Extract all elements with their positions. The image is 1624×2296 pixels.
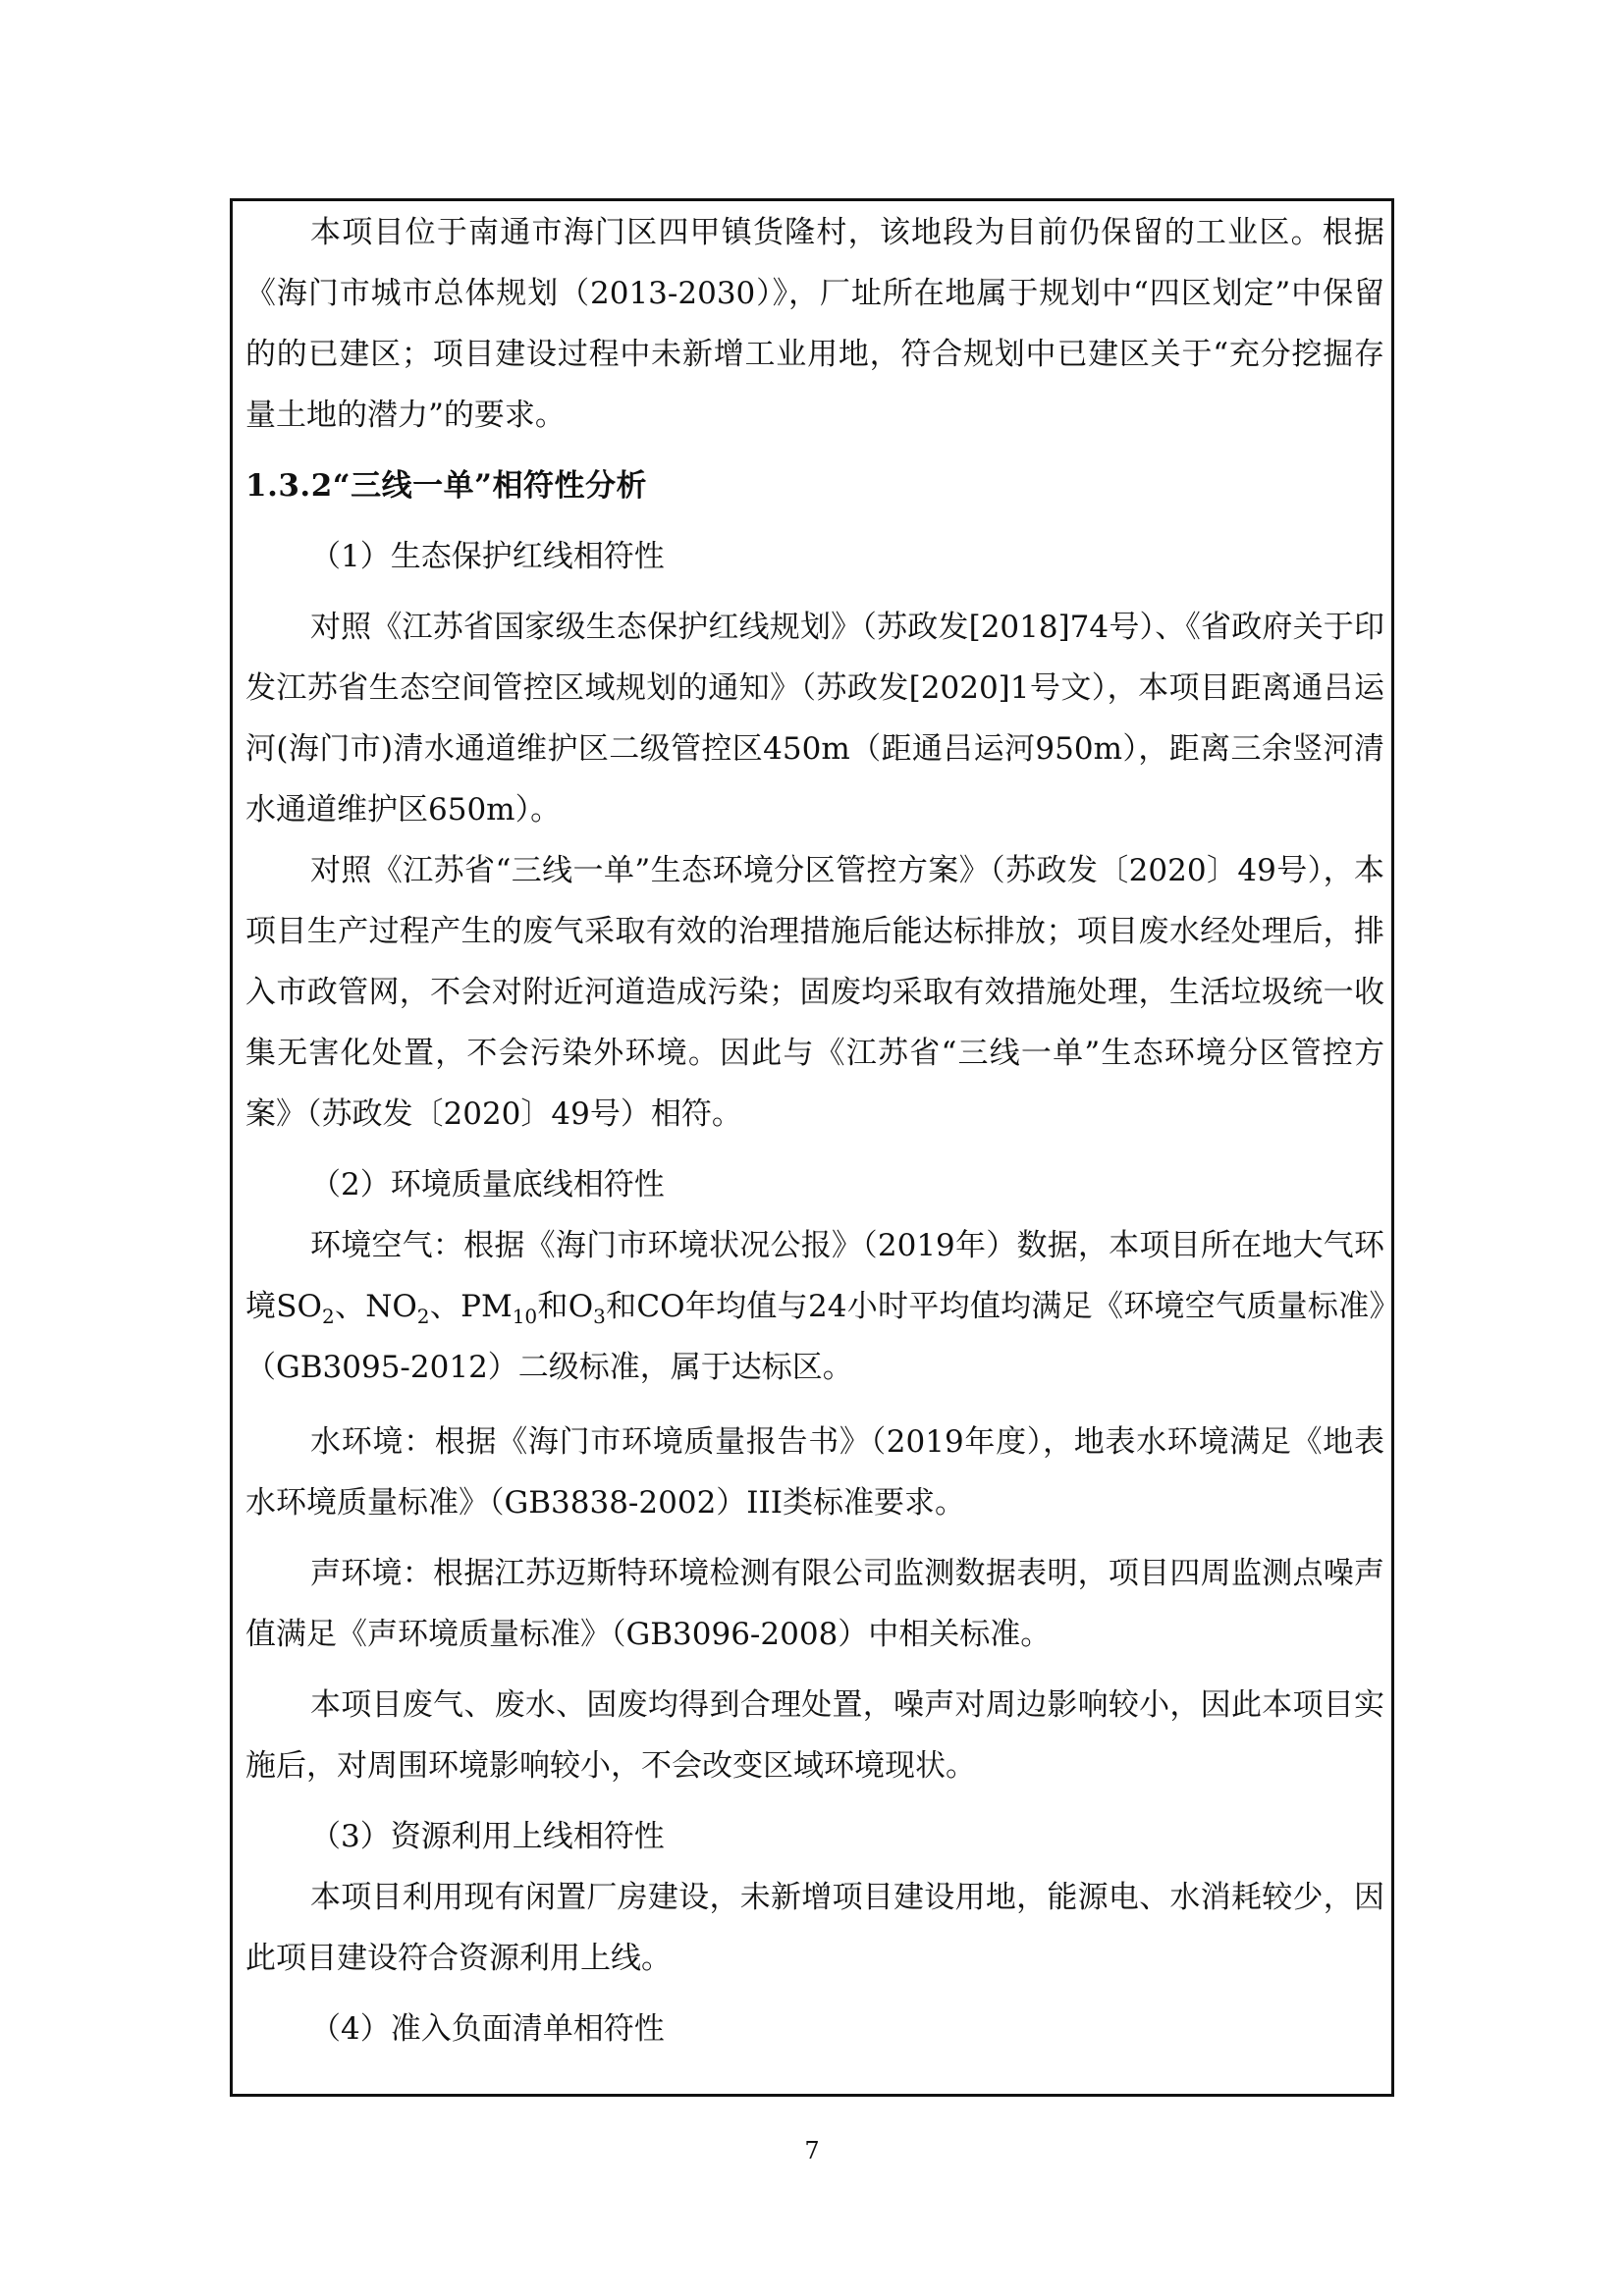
paragraph-planning: 本项目位于南通市海门区四甲镇货隆村，该地段为目前仍保留的工业区。根据《海门市城市总体规划（2013-2030）》，厂址所在地属于规划中“四区划定”中保留的的已建区；项目建设过程中未新增工业用地，符合规划中已建区关于“充分挖掘存量土地的潜力”的要求。 [245, 215, 1384, 433]
paragraph-summary: 本项目废气、废水、固废均得到合理处置，噪声对周边影响较小，因此本项目实施后，对周围环境影响较小，不会改变区域环境现状。 [245, 1687, 1384, 1784]
page-number: 7 [804, 2137, 820, 2164]
paragraph-resource-use: 本项目利用现有闲置厂房建设，未新增项目建设用地，能源电、水消耗较少，因此项目建设符合资源利用上线。 [245, 1880, 1384, 1976]
paragraph-water-environment: 水环境：根据《海门市环境质量报告书》（2019年度），地表水环境满足《地表水环境质量标准》（GB3838-2002）III类标准要求。 [245, 1424, 1384, 1521]
subheading-resource-use: （3）资源利用上线相符性 [310, 1819, 665, 1854]
paragraph-air-environment: 环境空气：根据《海门市环境状况公报》（2019年）数据，本项目所在地大气环境$SO_2$、$NO_2$、$PM_{10}$和$O_3$和CO年均值与24小时平均值均满足《环境空气质量标准》（GB3095-2012）二级标准，属于达标区。 [245, 1228, 1384, 1385]
subheading-negative-list: （4）准入负面清单相符性 [310, 2011, 665, 2047]
subheading-environment-quality: （2）环境质量底线相符性 [310, 1167, 665, 1202]
paragraph-redline-plan: 对照《江苏省国家级生态保护红线规划》（苏政发[2018]74号）、《省政府关于印发江苏省生态空间管控区域规划的通知》（苏政发[2020]1号文），本项目距离通吕运河(海门市)清水通道维护区二级管控区450m（距通吕运河950m），距离三余竖河清水通道维护区650m）。 [245, 610, 1384, 828]
section-heading-1-3-2: 1.3.2“三线一单”相符性分析 [245, 468, 647, 504]
subheading-ecological-redline: （1）生态保护红线相符性 [310, 539, 665, 574]
document-body [245, 202, 1384, 2059]
paragraph-noise-environment: 声环境：根据江苏迈斯特环境检测有限公司监测数据表明，项目四周监测点噪声值满足《声环境质量标准》（GB3096-2008）中相关标准。 [245, 1556, 1384, 1652]
paragraph-three-lines-plan: 对照《江苏省“三线一单”生态环境分区管控方案》（苏政发〔2020〕49号），本项目生产过程产生的废气采取有效的治理措施后能达标排放；项目废水经处理后，排入市政管网，不会对附近河道造成污染；固废均采取有效措施处理，生活垃圾统一收集无害化处置，不会污染外环境。因此与《江苏省“三线一单”生态环境分区管控方案》（苏政发〔2020〕49号）相符。 [245, 853, 1384, 1132]
